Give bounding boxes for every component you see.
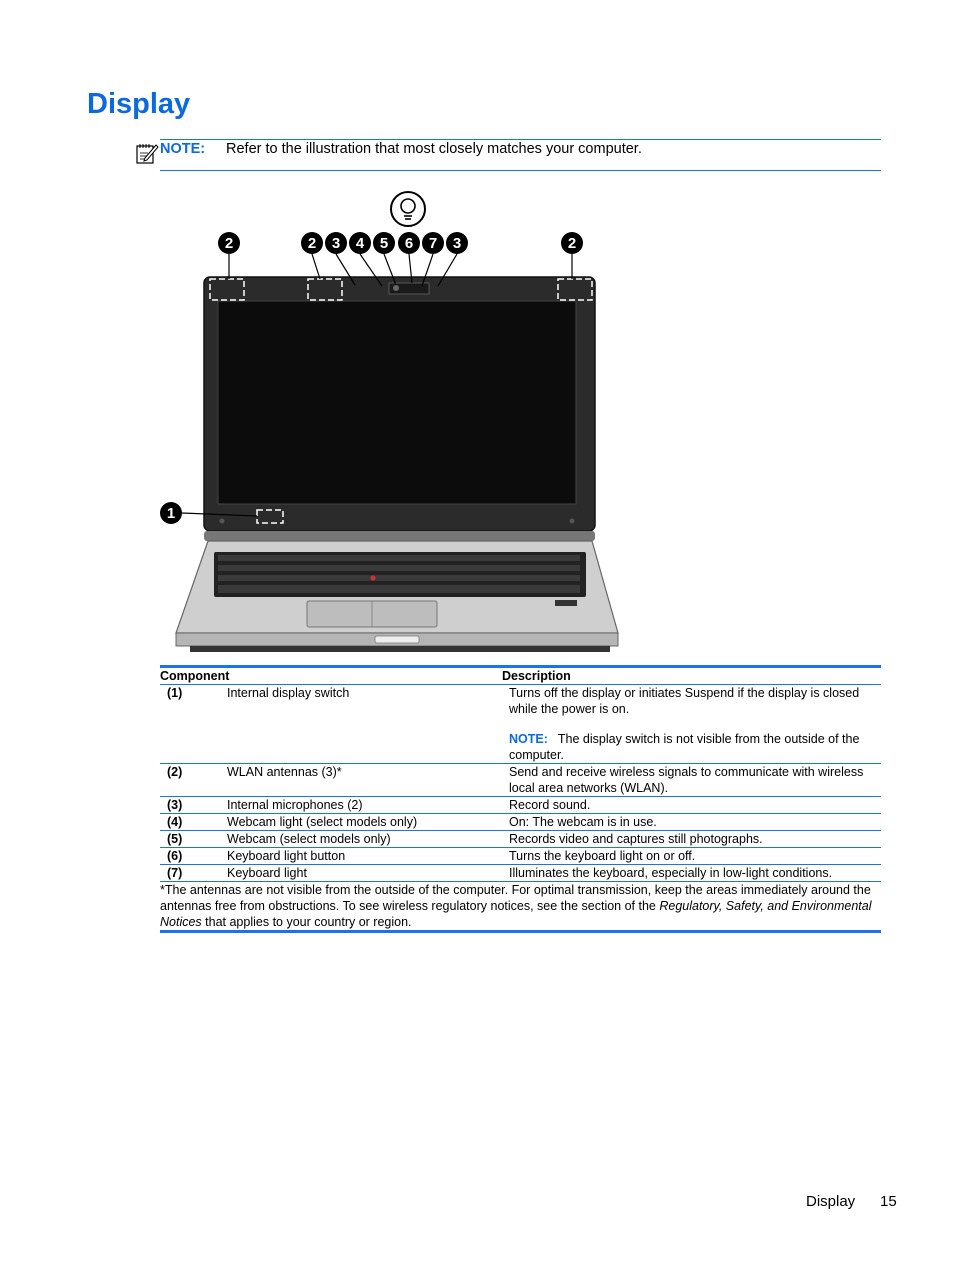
row-description — [502, 685, 881, 764]
svg-text:7: 7 — [428, 235, 438, 252]
component-table — [160, 665, 881, 933]
callout-3-left — [325, 232, 347, 254]
svg-text:3: 3 — [452, 235, 462, 252]
col-header-description: Description — [502, 668, 881, 685]
row-component: Webcam light (select models only) — [227, 814, 502, 831]
svg-text:5: 5 — [379, 235, 389, 252]
row-description: Record sound. — [502, 797, 881, 814]
display-screen — [218, 301, 576, 504]
inline-note-label: NOTE: — [509, 732, 548, 746]
page-title: Display — [87, 88, 191, 120]
row-component: Internal display switch — [227, 685, 502, 764]
table-row — [160, 797, 881, 814]
row-description: On: The webcam is in use. — [502, 814, 881, 831]
note-label: NOTE: — [160, 141, 206, 157]
table-row — [160, 685, 881, 764]
row-number: (2) — [160, 764, 227, 797]
laptop-display-illustration — [160, 188, 640, 658]
callout-6 — [398, 232, 420, 254]
footnote-text-post: that applies to your country or region. — [201, 915, 412, 929]
lightbulb-icon — [391, 192, 425, 226]
inline-note — [509, 731, 875, 763]
footnote-text-pre: *The antennas are not visible from the outside of the computer. For optimal transmission, keep the areas immediately around the antennas free from obstructions. To see wireless regulatory notices, see the section of the — [160, 883, 871, 913]
table-row — [160, 814, 881, 831]
callout-2-left — [218, 232, 240, 254]
callout-1 — [160, 502, 182, 524]
svg-text:4: 4 — [355, 235, 365, 252]
callout-2-right — [561, 232, 583, 254]
footer-page-number: 15 — [880, 1193, 897, 1210]
svg-text:2: 2 — [307, 235, 317, 252]
row-number: (4) — [160, 814, 227, 831]
row-number: (3) — [160, 797, 227, 814]
row-description: Turns the keyboard light on or off. — [502, 848, 881, 865]
row-component: Keyboard light — [227, 865, 502, 882]
callout-3-right — [446, 232, 468, 254]
row-description: Records video and captures still photographs. — [502, 831, 881, 848]
row-component: Internal microphones (2) — [227, 797, 502, 814]
callout-2-center — [301, 232, 323, 254]
callout-5 — [373, 232, 395, 254]
row-number: (7) — [160, 865, 227, 882]
svg-text:3: 3 — [331, 235, 341, 252]
row-component: Keyboard light button — [227, 848, 502, 865]
table-row — [160, 764, 881, 797]
callout-7 — [422, 232, 444, 254]
table-row — [160, 831, 881, 848]
row-description: Send and receive wireless signals to communicate with wireless local area networks (WLAN). — [502, 764, 881, 797]
row-number: (6) — [160, 848, 227, 865]
row-number: (1) — [160, 685, 227, 764]
row-component: Webcam (select models only) — [227, 831, 502, 848]
note-icon — [135, 141, 159, 165]
footnote-text-italic: Regulatory, Safety, and Environmental Notices — [160, 899, 872, 929]
inline-note-text: The display switch is not visible from the outside of the computer. — [509, 732, 860, 762]
table-footnote — [160, 882, 881, 932]
svg-text:6: 6 — [404, 235, 414, 252]
footer-section: Display — [806, 1193, 856, 1210]
svg-text:2: 2 — [224, 235, 234, 252]
table-row — [160, 848, 881, 865]
row-description: Illuminates the keyboard, especially in low-light conditions. — [502, 865, 881, 882]
svg-text:2: 2 — [567, 235, 577, 252]
col-header-component: Component — [160, 668, 502, 685]
callout-4 — [349, 232, 371, 254]
svg-text:1: 1 — [166, 505, 176, 522]
note-text: Refer to the illustration that most closely matches your computer. — [226, 141, 642, 157]
row-number: (5) — [160, 831, 227, 848]
row-description-text: Turns off the display or initiates Suspend if the display is closed while the power is on. — [509, 686, 860, 716]
table-row — [160, 865, 881, 882]
table-footnote-row — [160, 882, 881, 932]
row-component: WLAN antennas (3)* — [227, 764, 502, 797]
